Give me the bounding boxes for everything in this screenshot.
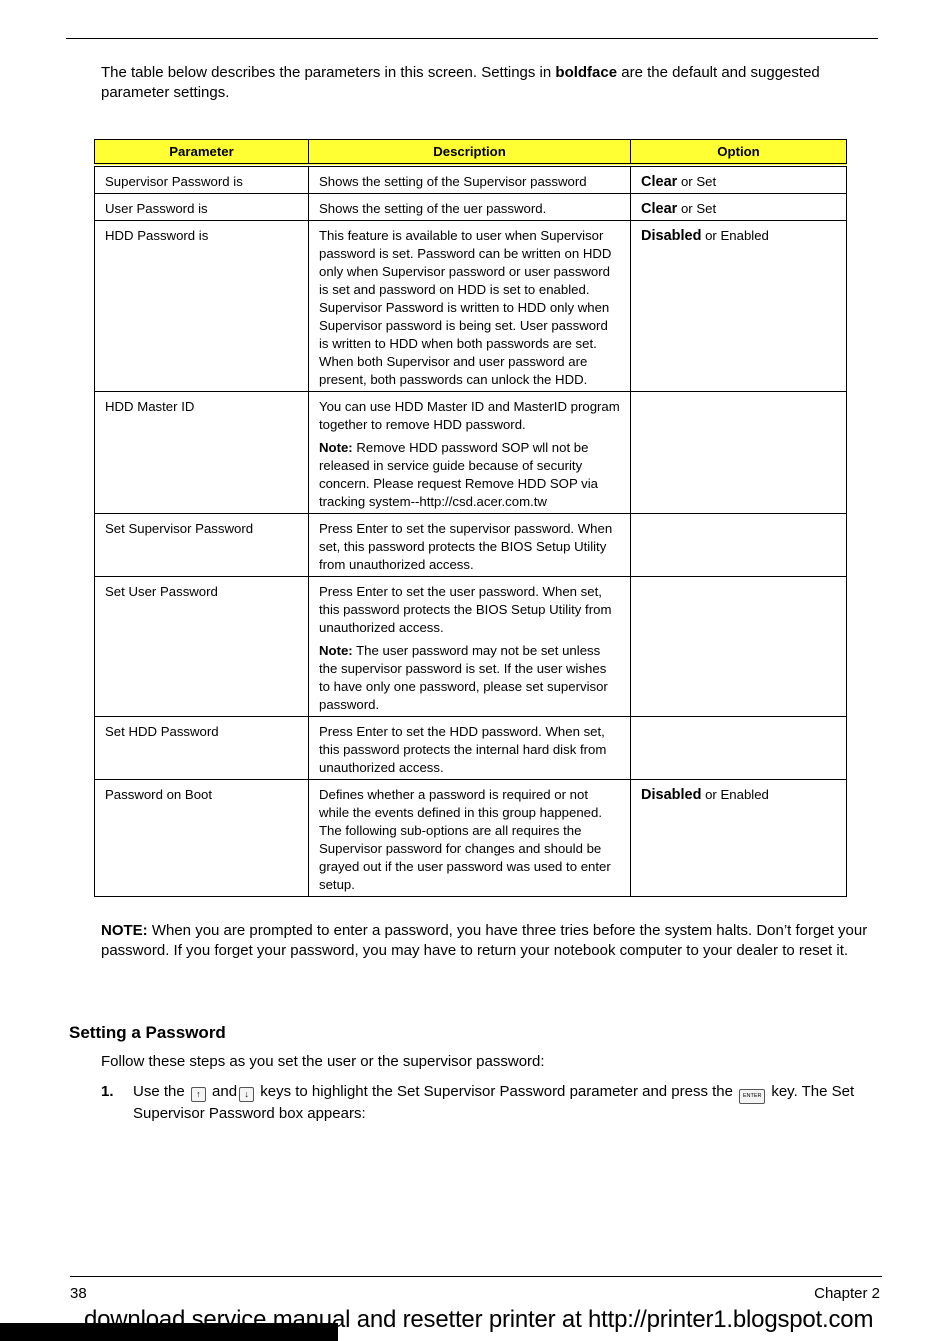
bottom-rule xyxy=(70,1276,882,1277)
desc-cell: This feature is available to user when Supervisor password is set. Password can be written on HDD only when Supervisor password or user password is set and password on HDD is set to enabled. Supervisor Password is written to HDD only when Supervisor password is being set. User password is written to HDD when both passwords are set. When both Supervisor and user password are present, both passwords can unlock the HDD. xyxy=(309,221,631,392)
watermark-text: download service manual and resetter printer at http://printer1.blogspot.com xyxy=(84,1306,874,1333)
intro-bold-word: boldface xyxy=(555,64,618,81)
step-text-part: and xyxy=(207,1083,238,1100)
param-cell: Password on Boot xyxy=(95,780,309,897)
option-alt: or Enabled xyxy=(701,228,769,243)
header-parameter: Parameter xyxy=(95,140,309,166)
desc-cell: Shows the setting of the uer password. xyxy=(309,194,631,221)
option-alt: or Set xyxy=(677,201,717,216)
option-cell xyxy=(631,577,847,717)
chapter-label: Chapter 2 xyxy=(814,1285,880,1302)
option-cell xyxy=(631,194,847,221)
param-cell: User Password is xyxy=(95,194,309,221)
step-text-part: key. The Set Supervisor Password box appears: xyxy=(133,1083,855,1122)
header-description: Description xyxy=(309,140,631,166)
option-cell xyxy=(631,392,847,514)
step-text xyxy=(133,1082,881,1124)
steps-intro: Follow these steps as you set the user or the supervisor password: xyxy=(101,1053,545,1070)
table-row xyxy=(95,392,847,514)
intro-text-end: are the default and suggested parameter settings. xyxy=(101,64,820,101)
note-label: NOTE: xyxy=(101,922,148,939)
note-label: Note: xyxy=(319,440,353,455)
option-cell xyxy=(631,221,847,392)
table-row xyxy=(95,165,847,194)
param-cell: Set HDD Password xyxy=(95,717,309,780)
desc-cell: Press Enter to set the supervisor password. When set, this password protects the BIOS Setup Utility from unauthorized access. xyxy=(309,514,631,577)
note-text: When you are prompted to enter a password, you have three tries before the system halts. Don’t forget your password. If you forget your password, you may have to return your notebook computer to your dealer to reset it. xyxy=(101,922,868,959)
option-cell xyxy=(631,717,847,780)
note-text: The user password may not be set unless the supervisor password is set. If the user wishes to have only one password, please set supervisor password. xyxy=(319,643,608,712)
up-arrow-key-icon: ↑ xyxy=(191,1087,206,1102)
top-rule xyxy=(66,38,878,39)
param-cell: HDD Password is xyxy=(95,221,309,392)
desc-cell: Press Enter to set the HDD password. When set, this password protects the internal hard disk from unauthorized access. xyxy=(309,717,631,780)
step-text-part: Use the xyxy=(133,1083,189,1100)
param-cell: Set Supervisor Password xyxy=(95,514,309,577)
note-text: Remove HDD password SOP wll not be released in service guide because of security concern. Please request Remove HDD SOP via tracking system--http://csd.acer.com.tw xyxy=(319,440,599,509)
option-cell xyxy=(631,165,847,194)
option-default: Clear xyxy=(641,201,678,217)
step-text-part: keys to highlight the Set Supervisor Password parameter and press the xyxy=(256,1083,738,1100)
note-label: Note: xyxy=(319,643,353,658)
table-row xyxy=(95,780,847,897)
desc-cell xyxy=(309,577,631,717)
intro-paragraph xyxy=(101,63,891,103)
parameters-table xyxy=(94,139,847,897)
desc-text: You can use HDD Master ID and MasterID program together to remove HDD password. xyxy=(319,399,620,432)
table-row xyxy=(95,717,847,780)
enter-key-icon: ENTER xyxy=(739,1089,765,1104)
down-arrow-key-icon: ↓ xyxy=(239,1087,254,1102)
header-option: Option xyxy=(631,140,847,166)
option-default: Disabled xyxy=(641,787,702,803)
desc-cell xyxy=(309,392,631,514)
desc-cell: Shows the setting of the Supervisor password xyxy=(309,165,631,194)
param-cell: Set User Password xyxy=(95,577,309,717)
section-title: Setting a Password xyxy=(69,1023,226,1042)
option-default: Disabled xyxy=(641,228,702,244)
param-cell: Supervisor Password is xyxy=(95,165,309,194)
option-default: Clear xyxy=(641,174,678,190)
option-alt: or Enabled xyxy=(701,787,769,802)
desc-text: Press Enter to set the user password. When set, this password protects the BIOS Setup Utility from unauthorized access. xyxy=(319,584,612,635)
page-number: 38 xyxy=(70,1285,87,1302)
option-cell xyxy=(631,780,847,897)
table-row xyxy=(95,514,847,577)
option-alt: or Set xyxy=(677,174,717,189)
table-row xyxy=(95,577,847,717)
desc-cell: Defines whether a password is required or not while the events defined in this group happened. The following sub-options are all requires the Supervisor password for changes and should be grayed out if the user password was used to enter setup. xyxy=(309,780,631,897)
intro-text-start: The table below describes the parameters in this screen. Settings in xyxy=(101,64,556,81)
table-row xyxy=(95,221,847,392)
param-cell: HDD Master ID xyxy=(95,392,309,514)
step-number: 1. xyxy=(101,1083,114,1100)
table-row xyxy=(95,194,847,221)
password-note xyxy=(101,921,881,961)
table-header-row xyxy=(95,140,847,166)
desc-note xyxy=(319,439,620,511)
desc-note xyxy=(319,642,620,714)
option-cell xyxy=(631,514,847,577)
step-item xyxy=(101,1082,881,1124)
